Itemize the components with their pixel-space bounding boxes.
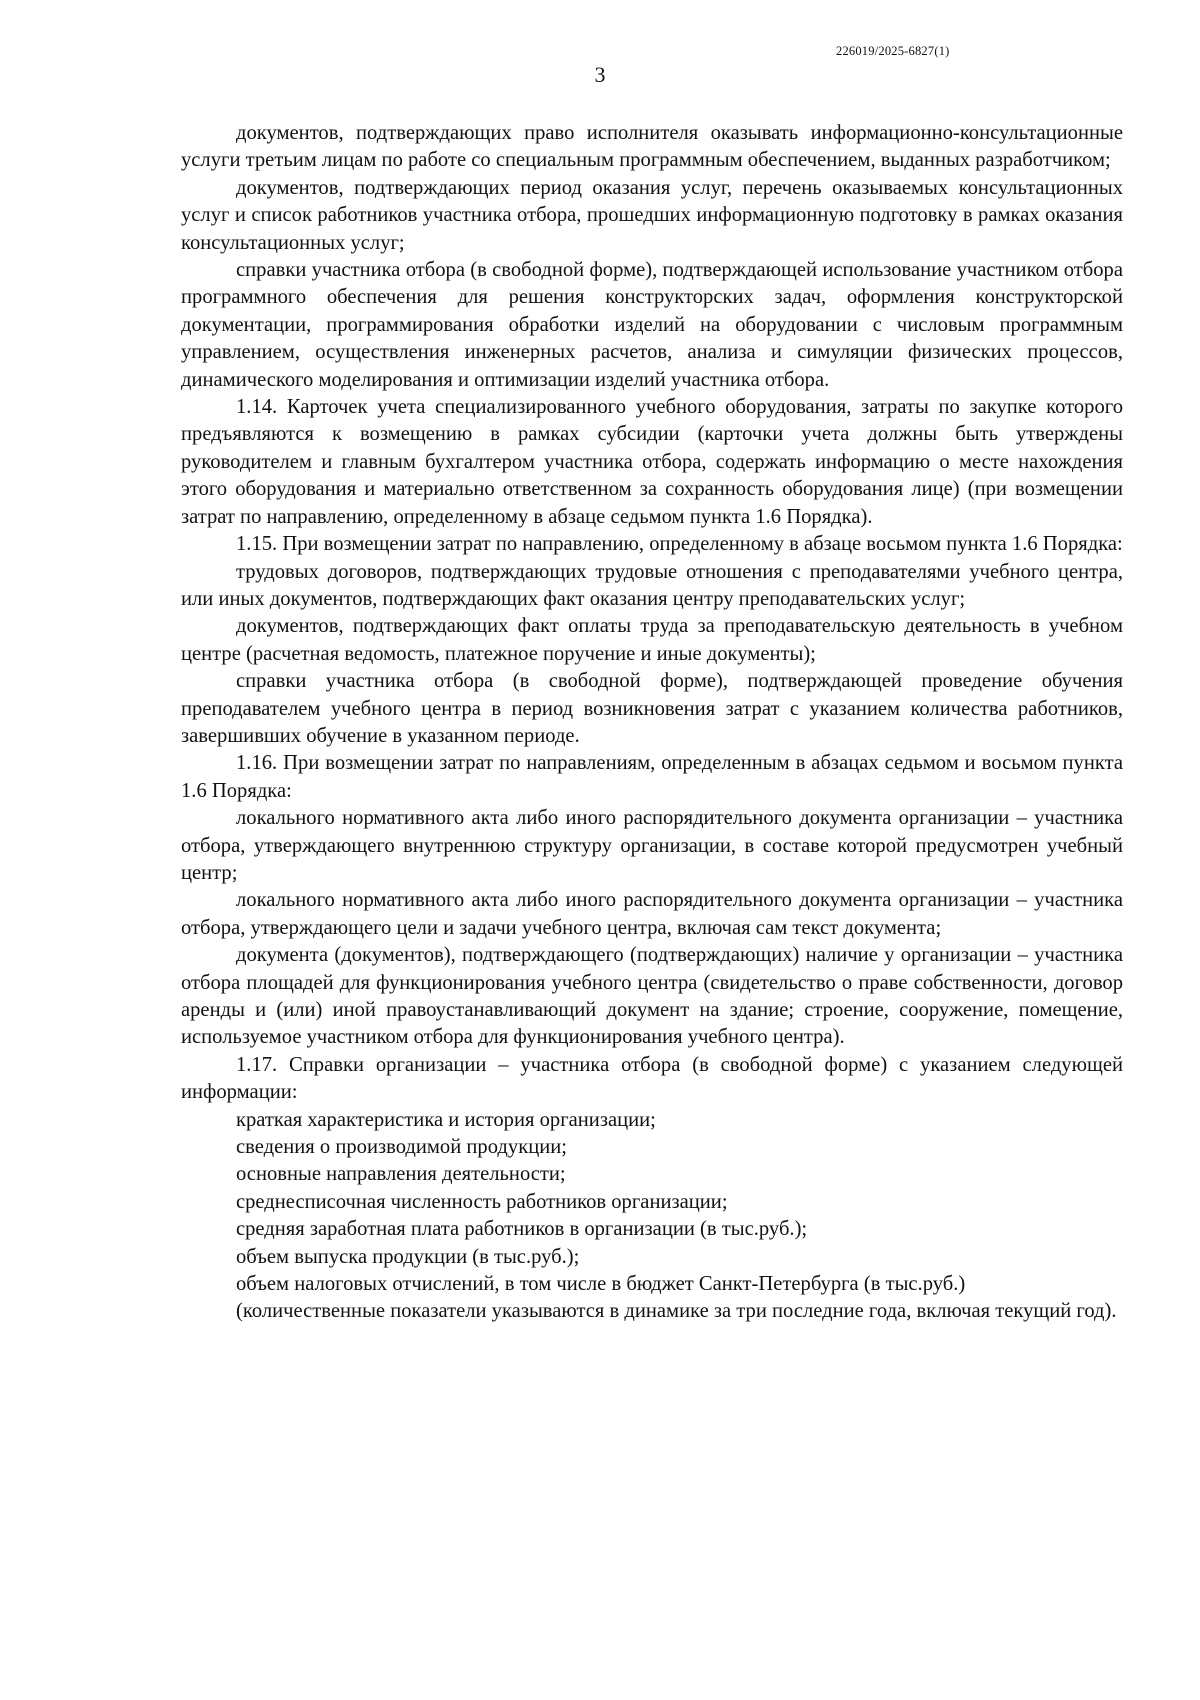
- paragraph: 1.14. Карточек учета специализированного учебного оборудования, затраты по закупке которого предъявляются к возмещению в рамках субсидии (карточки учета должны быть утверждены руководителем и главным бухгалтером участника отбора, содержать информацию о месте нахождения этого оборудования и материально ответственном за сохранность оборудования лице) (при возмещении затрат по направлению, определенному в абзаце седьмом пункта 1.6 Порядка).: [181, 396, 1123, 528]
- paragraph: документов, подтверждающих факт оплаты труда за преподавательскую деятельность в учебном центре (расчетная ведомость, платежное поручение и иные документы);: [181, 615, 1123, 665]
- paragraph: основные направления деятельности;: [236, 1163, 566, 1186]
- paragraph: объем налоговых отчислений, в том числе в бюджет Санкт-Петербурга (в тыс.руб.): [236, 1273, 966, 1296]
- document-body: [181, 120, 1123, 1326]
- paragraph: (количественные показатели указываются в динамике за три последние года, включая текущий год).: [236, 1300, 1117, 1323]
- paragraph: 1.16. При возмещении затрат по направлениям, определенным в абзацах седьмом и восьмом пункта 1.6 Порядка:: [181, 752, 1123, 802]
- paragraph: трудовых договоров, подтверждающих трудовые отношения с преподавателями учебного центра, или иных документов, подтверждающих факт оказания центру преподавательских услуг;: [181, 560, 1123, 610]
- paragraph: справки участника отбора (в свободной форме), подтверждающей использование участником отбора программного обеспечения для решения конструкторских задач, оформления конструкторской документации, программирования обработки изделий на оборудовании с числовым программным управлением, осуществления инженерных расчетов, анализа и симуляции физических процессов, динамического моделирования и оптимизации изделий участника отбора.: [181, 259, 1123, 391]
- paragraph: 1.17. Справки организации – участника отбора (в свободной форме) с указанием следующей информации:: [181, 1053, 1123, 1104]
- paragraph: сведения о производимой продукции;: [236, 1136, 567, 1159]
- paragraph: краткая характеристика и история организации;: [236, 1108, 656, 1131]
- paragraph: документов, подтверждающих право исполнителя оказывать информационно-консультационные услуги третьим лицам по работе со специальным программным обеспечением, выданных разработчиком;: [181, 122, 1123, 172]
- paragraph: локального нормативного акта либо иного распорядительного документа организации – участника отбора, утверждающего внутреннюю структуру организации, в составе которой предусмотрен учебный центр;: [181, 807, 1123, 884]
- paragraph: средняя заработная плата работников в организации (в тыс.руб.);: [236, 1218, 808, 1241]
- paragraph: локального нормативного акта либо иного распорядительного документа организации – участника отбора, утверждающего цели и задачи учебного центра, включая сам текст документа;: [181, 889, 1123, 939]
- paragraph: документов, подтверждающих период оказания услуг, перечень оказываемых консультационных услуг и список работников участника отбора, прошедших информационную подготовку в рамках оказания консультационных услуг;: [181, 176, 1123, 254]
- document-registration-number: 226019/2025-6827(1): [836, 44, 950, 58]
- paragraph: документа (документов), подтверждающего (подтверждающих) наличие у организации – участника отбора площадей для функционирования учебного центра (свидетельство о праве собственности, договор аренды и (или) иной правоустанавливающий документ на здание; строение, сооружение, помещение, используемое участником отбора для функционирования учебного центра).: [181, 944, 1123, 1049]
- paragraph: 1.15. При возмещении затрат по направлению, определенному в абзаце восьмом пункта 1.6 Порядка:: [236, 533, 1123, 556]
- paragraph: объем выпуска продукции (в тыс.руб.);: [236, 1245, 580, 1268]
- page-number: 3: [594, 62, 606, 87]
- paragraph: справки участника отбора (в свободной форме), подтверждающей проведение обучения преподавателем учебного центра в период возникновения затрат с указанием количества работников, завершивших обучение в указанном периоде.: [181, 670, 1123, 747]
- paragraph: среднесписочная численность работников организации;: [236, 1190, 728, 1213]
